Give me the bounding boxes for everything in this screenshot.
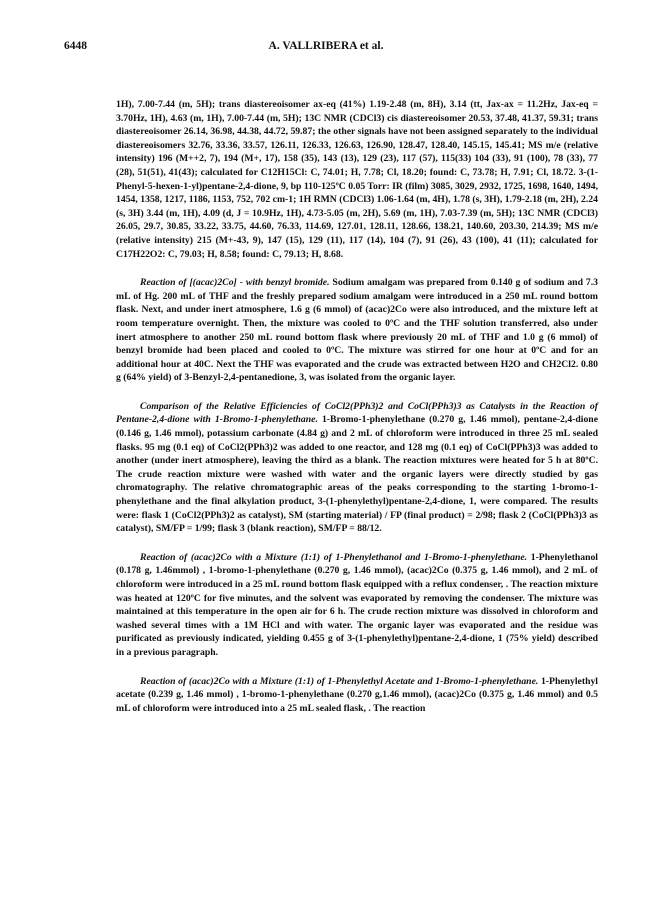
paragraph-catalyst-comparison: [116, 400, 598, 536]
paragraph-heading: Reaction of [(acac)2Co] - with benzyl bromide.: [140, 277, 330, 289]
paragraph-heading: Reaction of (acac)2Co with a Mixture (1:1) of 1-Phenylethanol and 1-Bromo-1-phenylethane.: [140, 551, 528, 563]
running-title: A. VALLRIBERA et al.: [268, 40, 384, 52]
page-number: 6448: [64, 40, 87, 52]
document-body: [116, 98, 598, 730]
paragraph-phenylethanol-mixture: [116, 551, 598, 660]
paragraph-text: Sodium amalgam was prepared from 0.140 g of sodium and 7.3 mL of Hg. 200 mL of THF and the freshly prepared sodium amalgam were introduced in a 250 mL round bottom flask. Next, and under inert atmosphere, 1.6 g (6 mmol) of (acac)2Co were also introduced, and the mixture left at room temperature overnight. Then, the mixture was cooled to 0ºC and the THF solution transferred, also under inert atmosphere to another 250 mL round bottom flask where previously 20 mL of THF and 1.0 g (6 mmol) of benzyl bromide had been placed and cooled to 0ºC. The mixture was stirred for one hour at 0ºC and for an additional hour at 40C. Next the THF was evaporated and the crude was extracted between H2O and CH2Cl2. 0.80 g (64% yield) of 3-Benzyl-2,4-pentanedione, 3, was isolated from the organic layer.: [116, 277, 598, 384]
paragraph-text: 1H), 7.00-7.44 (m, 5H); trans diastereoisomer ax-eq (41%) 1.19-2.48 (m, 8H), 3.14 (tt, Jax-ax = 11.2Hz, Jax-eq = 3.70Hz, 1H), 4.63 (m, 1H), 7.00-7.44 (m, 5H); 13C NMR (CDCl3) cis diastereoisomer 20.53, 37.48, 41.37, 59.31; trans diastereoisomer 26.14, 36.98, 44.38, 44.72, 59.87; the other signals have not been assigned separately to the individual diastereoisomers 32.76, 33.36, 33.57, 126.11, 126.33, 126.63, 126.90, 128.47, 128.40, 145.15, 145.41; MS m/e (relative intensity) 196 (M++2, 7), 194 (M+, 17), 158 (35), 143 (13), 129 (23), 117 (57), 115(33) 104 (33), 91 (100), 78 (33), 77 (28), 51(51), 41(43); calculated for C12H15Cl: C, 74.01; H, 7.78; Cl, 18.20; found: C, 73.78; H, 7.91; Cl, 18.72. 3-(1-Phenyl-5-hexen-1-yl)pentane-2,4-dione, 9, bp 110-125ºC 0.05 Torr: IR (film) 3085, 3029, 2932, 1725, 1698, 1640, 1494, 1454, 1358, 1217, 1186, 1153, 752, 702 cm-1; 1H RMN (CDCl3) 1.06-1.64 (m, 4H), 1.78 (s, 3H), 1.79-2.18 (m, 2H), 2.24 (s, 3H) 3.44 (m, 1H), 4.09 (d, J = 10.9Hz, 1H), 4.73-5.05 (m, 2H), 5.69 (m, 1H), 7.03-7.39 (m, 5H); 13C NMR (CDCl3) 26.05, 29.7, 30.85, 33.22, 33.75, 44.60, 76.33, 114.69, 127.01, 128.11, 128.66, 138.21, 140.60, 203.30, 214.39; MS m/e (relative intensity) 215 (M+-43, 9), 147 (15), 129 (11), 117 (14), 104 (7), 91 (26), 43 (100), 41 (11); calculated for C17H22O2: C, 79.03; H, 8.58; found: C, 79.13; H, 8.68.: [116, 99, 598, 260]
paragraph-text: 1-Phenylethyl acetate (0.239 g, 1.46 mmol) , 1-bromo-1-phenylethane (0.270 g,1.46 mmol), (acac)2Co (0.375 g, 1.46 mmol) and 0.5 mL of chloroform were introduced into a 25 mL sealed flask, . The reaction: [116, 675, 598, 714]
paragraph-text: 1-Phenylethanol (0.178 g, 1.46mmol) , 1-bromo-1-phenylethane (0.270 g, 1.46 mmol), (acac)2Co (0.375 g, 1.46 mmol), and 2 mL of chloroform were introduced in a 25 mL round bottom flask equipped with a reflux condenser, . The reaction mixture was heated at 120ºC for five minutes, and the solvent was evaporated by removing the condenser. The mixture was maintained at this temperature in the open air for 6 h. The crude rection mixture was dissolved in chloroform and washed several times with a 1M HCl and with water. The organic layer was evaporated and the residue was purificated as previously indicated, yielding 0.455 g of 3-(1-phenylethyl)pentane-2,4-dione, 1 (75% yield) described in a previous paragraph.: [116, 551, 599, 658]
paragraph-spectral-data: [116, 98, 598, 261]
paragraph-heading: Comparison of the Relative Efficiencies of CoCl2(PPh3)2 and CoCl(PPh3)3 as Catalysts in the Reaction of Pentane-2,4-dione with 1-Bromo-1-phenylethane.: [116, 400, 598, 426]
paragraph-phenylethyl-acetate-mixture: [116, 675, 598, 716]
paragraph-text: 1-Bromo-1-phenylethane (0.270 g, 1.46 mmol), pentane-2,4-dione (0.146 g, 1.46 mmol), potassium carbonate (4.84 g) and 2 mL of chloroform were introduced in three 25 mL sealed flasks. 95 mg (0.1 eq) of CoCl2(PPh3)2 was added to one reactor, and 128 mg (0.1 eq) of CoCl(PPh3)3 was added to another (under inert atmosphere), leaving the third as a blank. The reaction mixtures were heated for 5 h at 80ºC. The crude reaction mixture were washed with water and the organic layers were directly studied by gas chromatography. The relative chromatographic areas of the peaks corresponding to the starting 1-bromo-1-phenylethane and the final alkylation product, 3-(1-phenylethyl)pentane-2,4-dione, 1, were compared. The results were: flask 1 (CoCl2(PPh3)2 as catalyst), SM (starting material) / FP (final product) = 2/98; flask 2 (CoCl(PPh3)3 as catalyst), SM/FP = 1/99; flask 3 (blank reaction), SM/FP = 88/12.: [116, 414, 598, 535]
paragraph-benzyl-bromide-reaction: [116, 276, 598, 385]
page-header: [64, 40, 588, 58]
paragraph-heading: Reaction of (acac)2Co with a Mixture (1:1) of 1-Phenylethyl Acetate and 1-Bromo-1-phenylethane.: [140, 675, 539, 687]
